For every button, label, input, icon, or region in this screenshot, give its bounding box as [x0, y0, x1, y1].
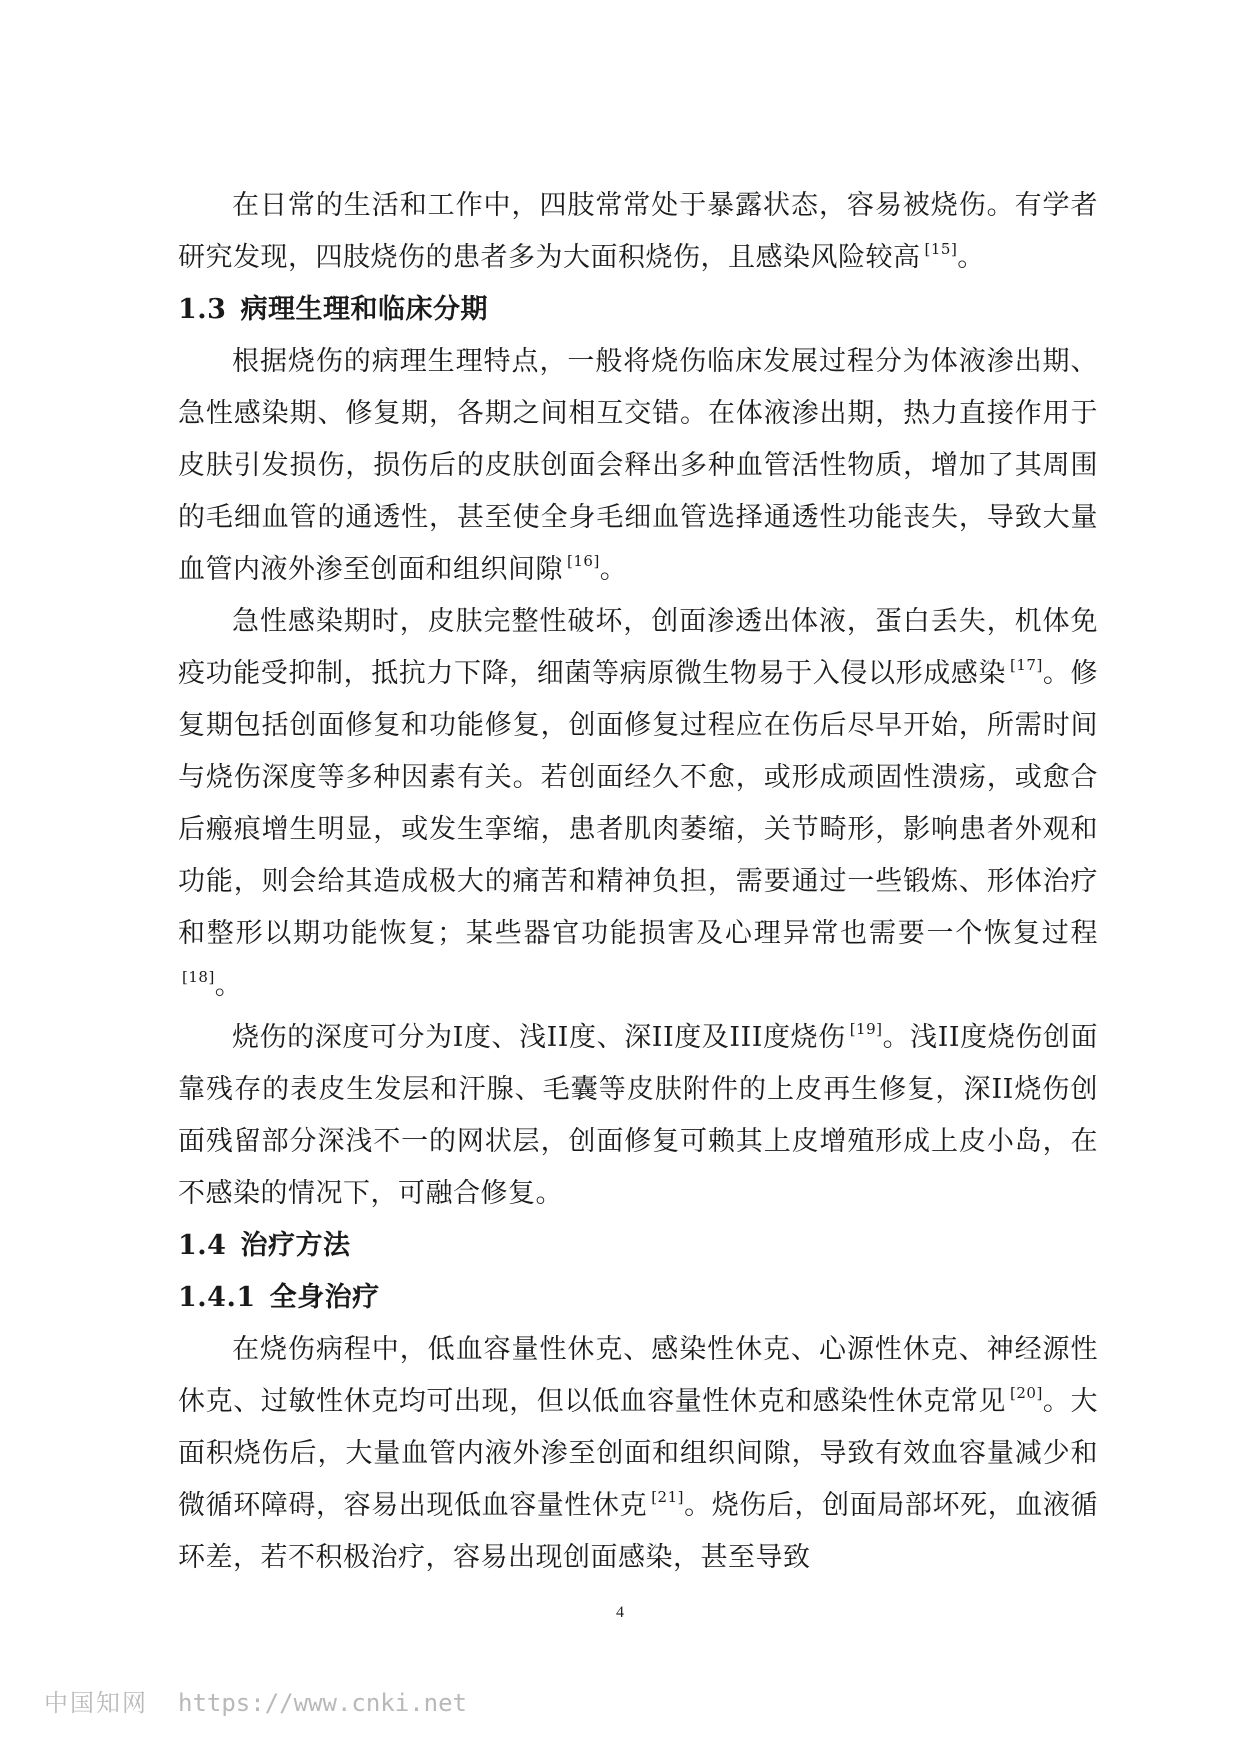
paragraph-text: 。烧伤后，创面局部坏死，血液循环差，若不积极治疗，容易出现创面感染，甚至导致 — [178, 1490, 1099, 1573]
citation-ref[interactable]: [18] — [182, 968, 215, 986]
cnki-watermark — [44, 1683, 467, 1718]
citation-ref[interactable]: [16] — [567, 552, 600, 570]
paragraph-text: 。浅II度烧伤创面靠残存的表皮生发层和汗腺、毛囊等皮肤附件的上皮再生修复，深II烧伤创面残留部分深浅不一的网状层，创面修复可赖其上皮增殖形成上皮小岛，在不感染的情况下，可融合修复。 — [178, 1022, 1098, 1209]
section-heading-1-4 — [178, 1220, 1098, 1272]
paragraph-systemic-treatment — [178, 1324, 1098, 1584]
paragraph-limb-burns — [178, 180, 1098, 284]
paragraph-tail: 。 — [957, 242, 985, 273]
citation-ref[interactable]: [17] — [1010, 656, 1043, 674]
citation-ref[interactable]: [20] — [1010, 1384, 1043, 1402]
section-title: 全身治疗 — [269, 1282, 380, 1313]
citation-ref[interactable]: [21] — [651, 1488, 684, 1506]
watermark-logo-text: 中国知网 — [44, 1689, 148, 1717]
section-number: 1.4.1 — [178, 1282, 256, 1313]
paragraph-acute-infection — [178, 596, 1098, 1012]
section-heading-1-4-1 — [178, 1272, 1098, 1324]
paragraph-text: 急性感染期时，皮肤完整性破坏，创面渗透出体液，蛋白丢失，机体免疫功能受抑制，抵抗力下降，细菌等病原微生物易于入侵以形成感染 — [178, 606, 1098, 689]
watermark-url[interactable]: https://www.cnki.net — [178, 1689, 467, 1717]
section-title: 病理生理和临床分期 — [240, 294, 488, 325]
section-heading-1-3 — [178, 284, 1098, 336]
paragraph-text: 烧伤的深度可分为I度、浅II度、深II度及III度烧伤 — [232, 1022, 846, 1053]
page-number: 4 — [616, 1604, 624, 1621]
section-number: 1.4 — [178, 1230, 227, 1261]
paragraph-text: 。大面积烧伤后，大量血管内液外渗至创面和组织间隙，导致有效血容量减少和微循环障碍，容易出现低血容量性休克 — [178, 1386, 1099, 1521]
paragraph-tail: 。 — [599, 554, 628, 585]
citation-ref[interactable]: [19] — [849, 1020, 883, 1038]
paragraph-text: 。修复期包括创面修复和功能修复，创面修复过程应在伤后尽早开始，所需时间与烧伤深度等多种因素有关。若创面经久不愈，或形成顽固性溃疡，或愈合后瘢痕增生明显，或发生挛缩，患者肌肉萎缩，关节畸形，影响患者外观和功能，则会给其造成极大的痛苦和精神负担，需要通过一些锻炼、形体治疗和整形以期功能恢复；某些器官功能损害及心理异常也需要一个恢复过程 — [178, 658, 1099, 949]
paragraph-text: 在日常的生活和工作中，四肢常常处于暴露状态，容易被烧伤。有学者研究发现，四肢烧伤的患者多为大面积烧伤，且感染风险较高 — [178, 190, 1098, 273]
document-body — [178, 180, 1098, 1584]
citation-ref[interactable]: [15] — [924, 240, 958, 258]
paragraph-tail: 。 — [214, 970, 243, 1001]
paragraph-burn-depth — [178, 1012, 1098, 1220]
paragraph-text: 在烧伤病程中，低血容量性休克、感染性休克、心源性休克、神经源性休克、过敏性休克均可出现，但以低血容量性休克和感染性休克常见 — [178, 1334, 1098, 1417]
paragraph-text: 根据烧伤的病理生理特点，一般将烧伤临床发展过程分为体液渗出期、急性感染期、修复期，各期之间相互交错。在体液渗出期，热力直接作用于皮肤引发损伤，损伤后的皮肤创面会释出多种血管活性物质，增加了其周围的毛细血管的通透性，甚至使全身毛细血管选择通透性功能丧失，导致大量血管内液外渗至创面和组织间隙 — [178, 346, 1098, 585]
section-number: 1.3 — [178, 294, 227, 325]
section-title: 治疗方法 — [240, 1230, 351, 1261]
paragraph-pathophysiology — [178, 336, 1098, 596]
